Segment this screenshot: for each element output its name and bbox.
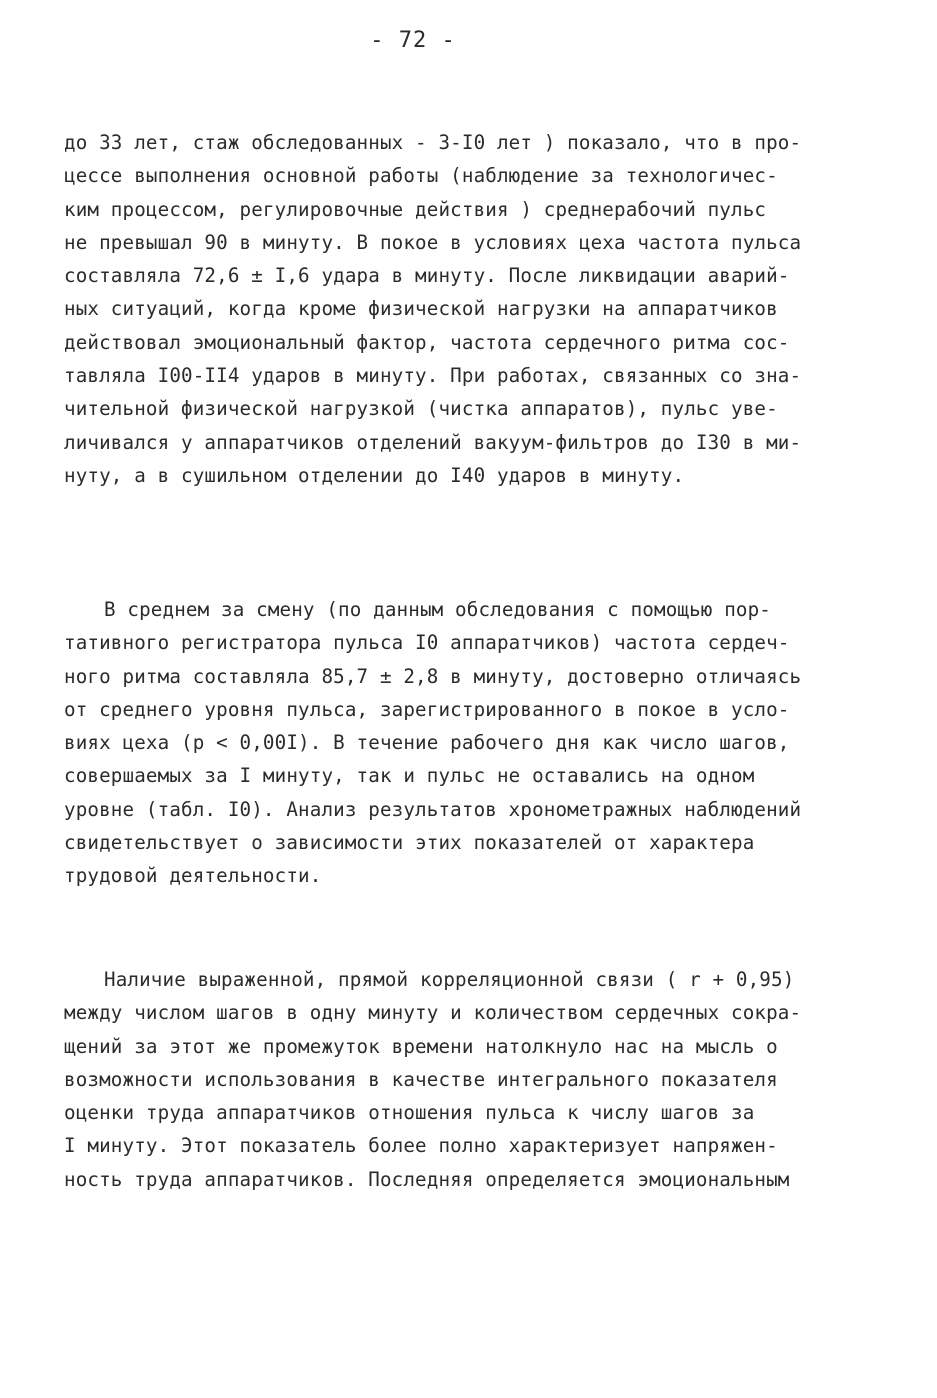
text-line: Наличие выраженной, прямой корреляционной связи ( r + 0,95): [104, 968, 795, 991]
text-line: до 33 лет, стаж обследованных - 3-I0 лет ) показало, что в про-: [64, 131, 802, 154]
text-line: виях цеха (p < 0,00I). В течение рабочего дня как число шагов,: [64, 731, 790, 755]
text-line: трудовой деятельности.: [64, 864, 322, 888]
page-number: - 72 -: [370, 28, 456, 53]
text-line: В среднем за смену (по данным обследования с помощью пор-: [104, 598, 772, 621]
text-line: цессе выполнения основной работы (наблюдение за технологичес-: [64, 164, 778, 188]
text-line: уровне (табл. I0). Анализ результатов хронометражных наблюдений: [64, 797, 802, 821]
text-line: не превышал 90 в минуту. В покое в условиях цеха частота пульса: [64, 230, 802, 254]
text-line: совершаемых за I минуту, так и пульс не оставались на одном: [64, 764, 755, 788]
paragraph-2: [64, 593, 884, 893]
text-line: тавляла I00-II4 ударов в минуту. При работах, связанных со зна-: [64, 364, 802, 388]
text-line: от среднего уровня пульса, зарегистрированного в покое в усло-: [64, 697, 790, 721]
text-line: ного ритма составляла 85,7 ± 2,8 в минуту, достоверно отличаясь: [64, 664, 802, 688]
text-line: между числом шагов в одну минуту и количеством сердечных сокра-: [64, 1001, 802, 1025]
text-line: ким процессом, регулировочные действия ) среднерабочий пульс: [64, 197, 767, 221]
paragraph-3: [64, 963, 884, 1196]
text-line: щений за этот же промежуток времени натолкнуло нас на мысль о: [64, 1034, 778, 1058]
text-line: ность труда аппаратчиков. Последняя определяется эмоциональным: [64, 1167, 790, 1191]
text-line: I минуту. Этот показатель более полно характеризует напряжен-: [64, 1134, 778, 1158]
text-line: тативного регистратора пульса I0 аппаратчиков) частота сердеч-: [64, 631, 790, 655]
text-line: действовал эмоциональный фактор, частота сердечного ритма сос-: [64, 330, 790, 354]
text-line: ных ситуаций, когда кроме физической нагрузки на аппаратчиков: [64, 297, 778, 321]
text-line: нуту, а в сушильном отделении до I40 ударов в минуту.: [64, 463, 685, 487]
text-line: возможности использования в качестве интегрального показателя: [64, 1067, 778, 1091]
text-line: свидетельствует о зависимости этих показателей от характера: [64, 831, 755, 855]
paragraph-1: [64, 126, 884, 492]
text-line: личивался у аппаратчиков отделений вакуум-фильтров до I30 в ми-: [64, 430, 802, 454]
text-line: чительной физической нагрузкой (чистка аппаратов), пульс уве-: [64, 397, 778, 421]
text-line: оценки труда аппаратчиков отношения пульса к числу шагов за: [64, 1101, 755, 1125]
text-line: составляла 72,6 ± I,6 удара в минуту. После ликвидации аварий-: [64, 264, 790, 288]
